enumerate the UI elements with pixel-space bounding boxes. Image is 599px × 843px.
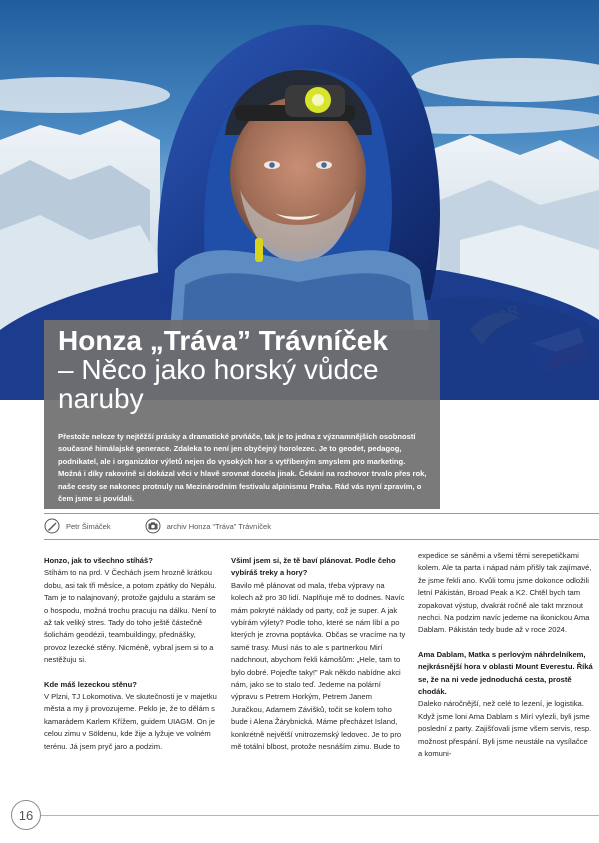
answer-1: Stíhám to na prd. V Čechách jsem hrozně krátkou dobu, asi tak tři měsíce, a potom zpátky do Nepálu. Tam je to nalajnovaný, protože gajdulu a starám se o hospodu, možná trochu pracuju na dálku. Není to až tak veliký stres. Tady do toho ještě částečně šolichám geodézii, teambuildingy, přednášky, provoz lezecké stěny. Nicméně, vybral jsem si to a nestěžuju si.: [44, 568, 217, 665]
photo-source: archiv Honza “Tráva” Trávníček: [166, 521, 271, 531]
credits-bottom-rule: [44, 539, 599, 540]
column-1: [44, 555, 219, 753]
footer-rule: [41, 815, 599, 816]
column-2: [231, 555, 406, 754]
camera-icon: [145, 518, 161, 534]
page-number: 16: [11, 800, 41, 830]
question-2: Kde máš lezeckou stěnu?: [44, 679, 137, 689]
answer-3: Bavilo mě plánovat od mala, třeba výpravy na kolech až pro 30 lidí. Naplňuje mě to dodnes. Navíc mám pokryté náklady od party, což je super. A jak vybírám výlety? Podle toho, které se nám líbí a po kterých je zrovna poptávka. Občas se vracíme na ty samé trasy. Musí nás to ale s partnerkou Mirí nadchnout, abychom řekli kámošům: „Hele, tam to bylo dobré. Pojeďte taky!” Pak někdo nabídne akci nám, jako se to stalo teď. Jedeme na polární výpravu s Petrem Horkým, Petrem Janem Juračkou, Adamem Závišků, točit se kolem toho bude i Alena Žárybnická. Máme přecházet Island, konkrétně největší vnitrozemský ledovec. Je to pro mě totální blbost, protože nesnáším zimu. Bude to: [231, 580, 406, 752]
question-4: Ama Dablam, Matka s perlovým náhrdelníkem, nejkrásnější hora v oblasti Mount Everestu. Říká se, že na ni vede jednoduchá cesta, prostě chodák.: [418, 649, 593, 697]
title-box: [44, 320, 440, 426]
credits-top-rule: [44, 513, 599, 514]
column-3: [418, 550, 593, 761]
answer-4: Daleko náročnější, než celé to lezení, je logistika. Když jsme loni Ama Dablam s Mirí vylezli, byli jsme poslední z party. Zajišťovali jsme všem servis, resp. možnost přespání. Byli jsme neustále na vysílačce a komuni-: [418, 699, 592, 759]
photo-credit: [145, 518, 271, 534]
title-name: Honza „Tráva” Trávníček: [58, 325, 388, 356]
lead-paragraph: Přestože neleze ty nejtěžší prásky a dramatické prvňáče, tak je to jedna z významnějších osobností současné himálajské generace. Zdaleka to není jen obyčejný horolezec. Je to geodet, pedagog, podnikatel, ale i organizátor výletů nejen do vysokých hor s vytříbeným smyslem pro marketing. Možná i díky rakovině si dokázal věci v hlavě srovnat docela jinak. Čekání na rozhovor trvalo přes rok, naše cesty se nakonec protnuly na Mezinárodním festivalu alpinismu Praha. Rád vás nyní zpravím, o čem jsme si povídali.: [58, 432, 427, 504]
credits: [44, 517, 305, 535]
answer-3-continued: expedice se sáněmi a všemi těmi serepetičkami kolem. Ale ta parta i nápad nám přišly tak zajímavé, že jsme řekli ano. Kvůli tomu jsme dokonce odložili letní Pákistán, Broad Peak a K2. Chtěl bych tam zopakovat výstup, dvakrát ročně ale takt mrznout nechci. Na podzim navíc jedeme na ikonickou Ama Dablam. Pákistán tedy bude až v roce 2024.: [418, 551, 592, 635]
pen-icon: [44, 518, 60, 534]
article-title: [58, 326, 428, 413]
author-name: Petr Šimáček: [66, 521, 111, 531]
answer-2: V Plzni, TJ Lokomotiva. Ve skutečnosti je v majetku města a my ji provozujeme. Peklo je, že to dělám s kamarádem Karlem Křížem, guidem UIAGM. On je celou zimu v Söldenu, kde žije a lyžuje ve volném terénu. Já jsem pryč jaro a podzim.: [44, 692, 217, 751]
question-3: Všiml jsem si, že tě baví plánovat. Podle čeho vybíráš treky a hory?: [231, 556, 396, 578]
author-credit: [44, 518, 111, 534]
question-1: Honzo, jak to všechno stíháš?: [44, 556, 153, 565]
lead-box: [44, 426, 440, 509]
title-subtitle: – Něco jako horský vůdce naruby: [58, 354, 379, 414]
